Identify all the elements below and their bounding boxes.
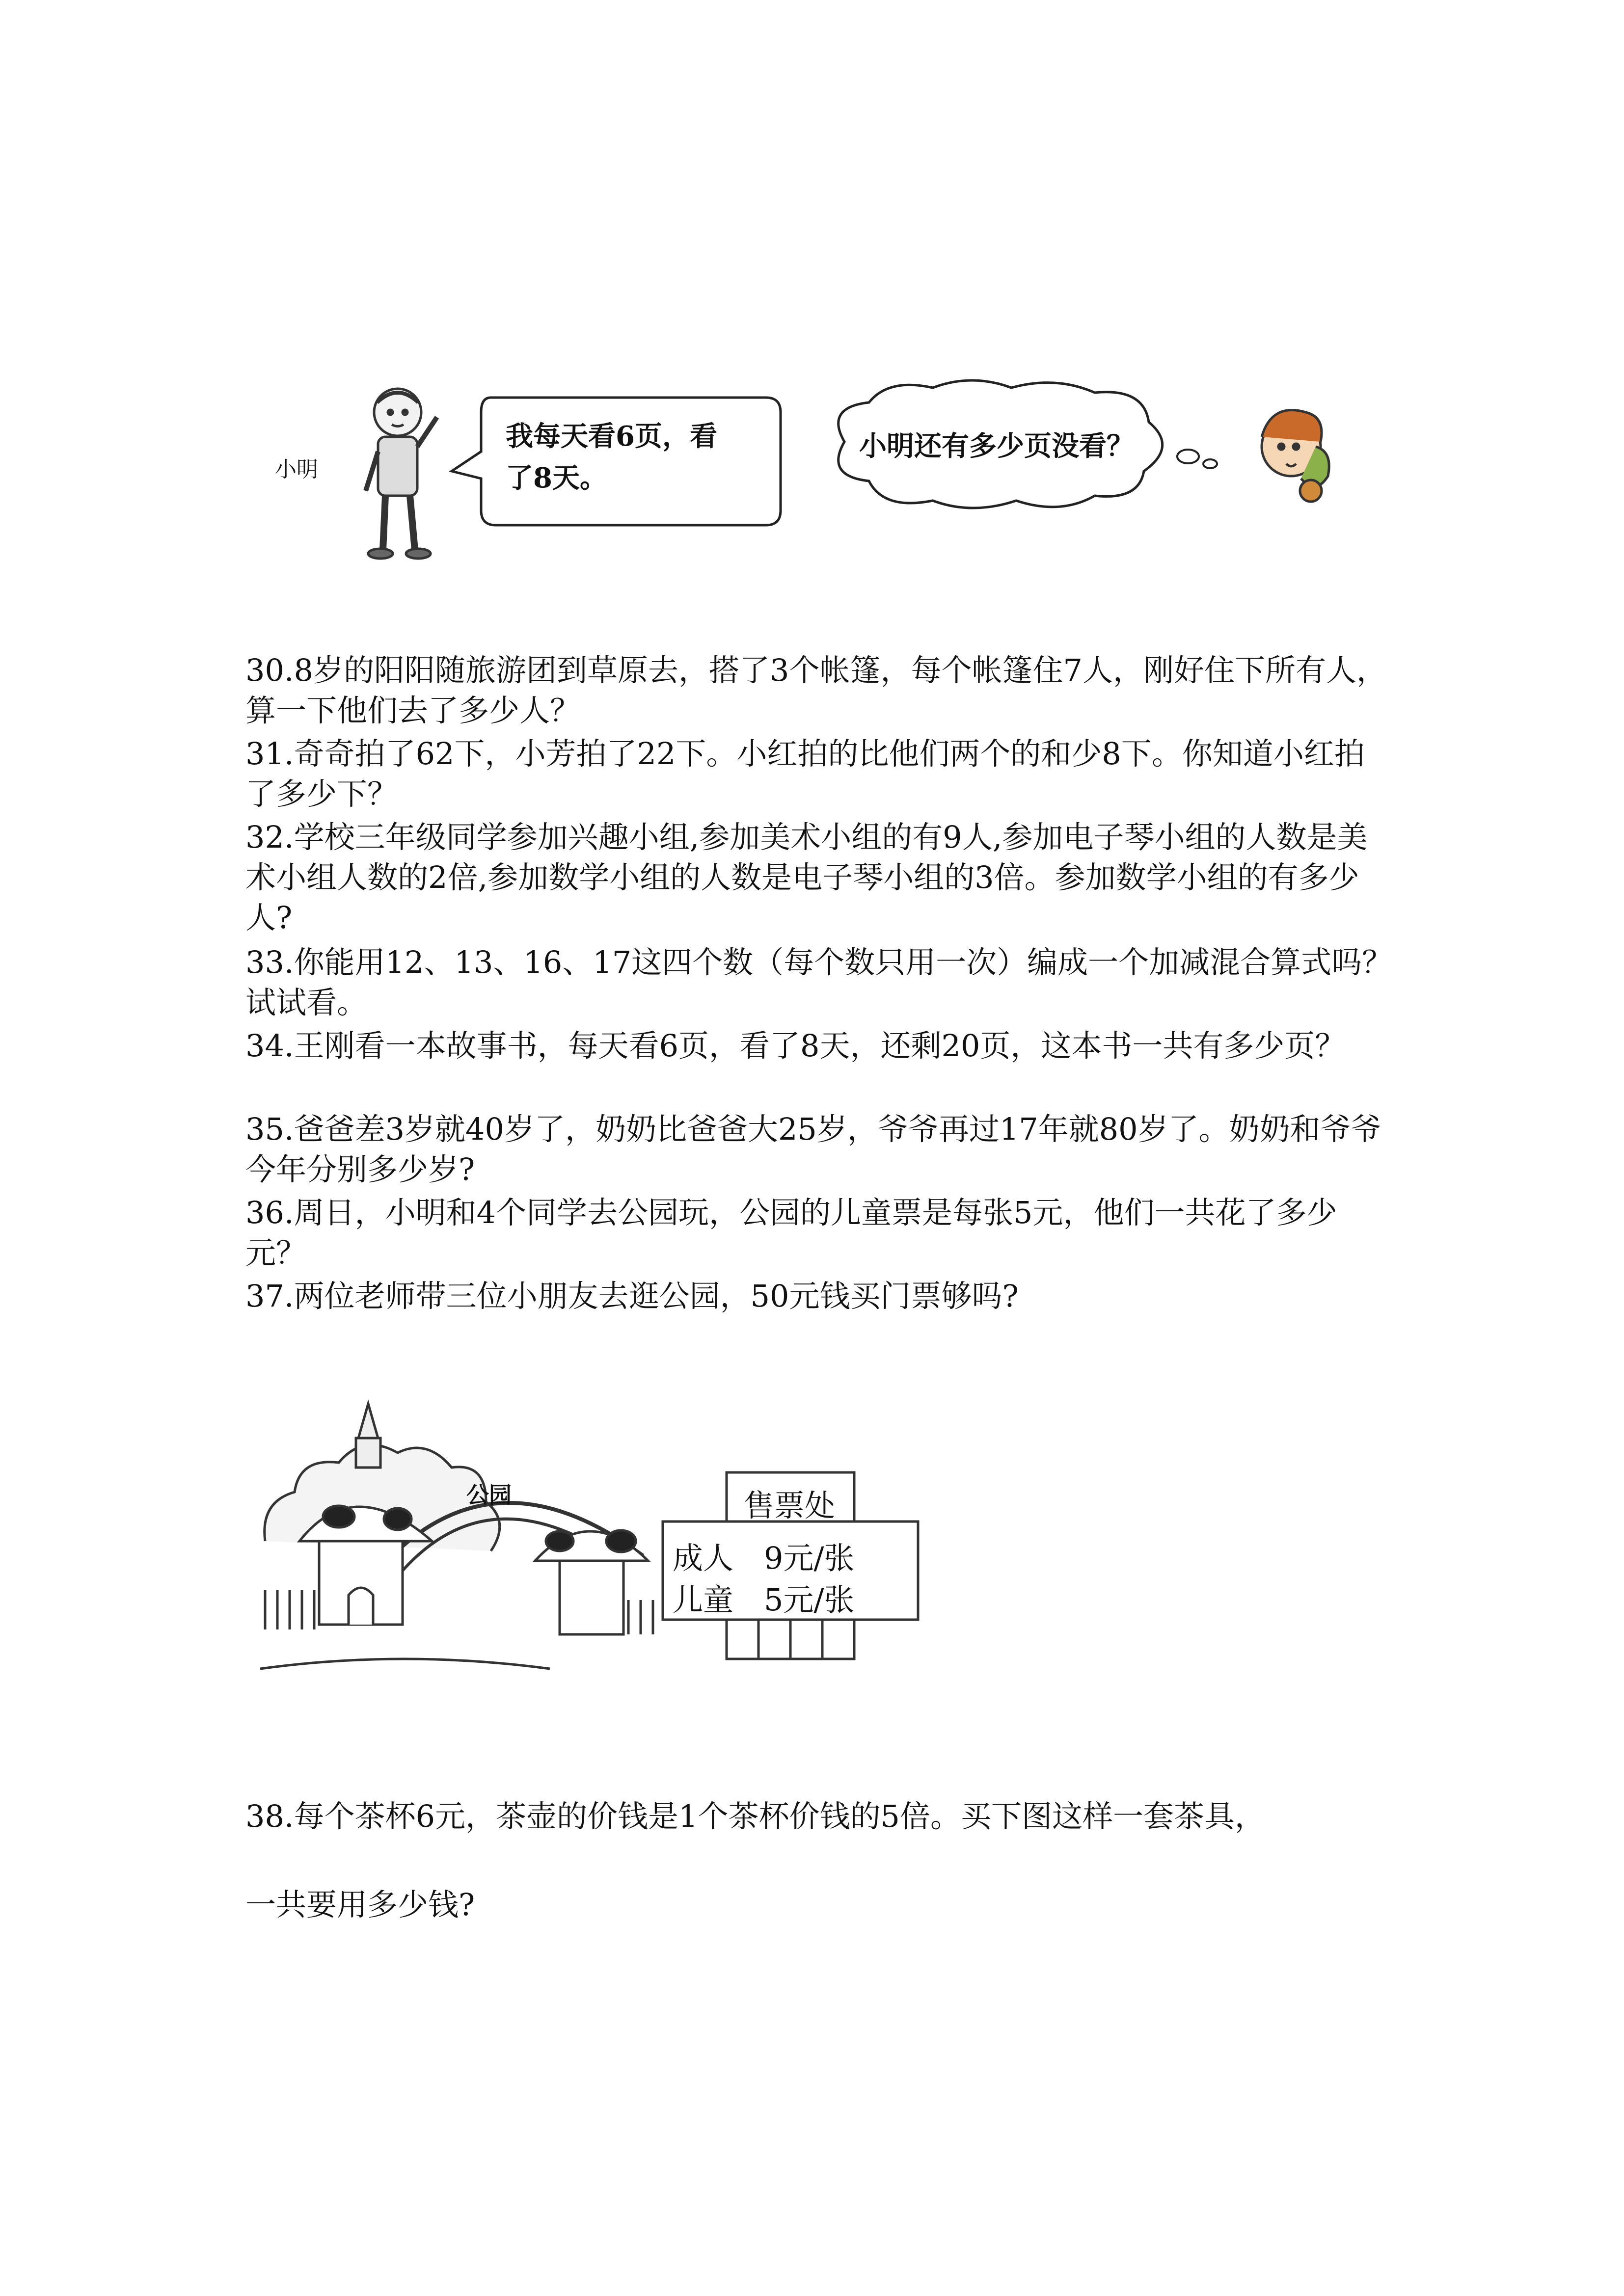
thought-cloud-text: 小明还有多少页没看？: [859, 430, 1134, 462]
ticket-booth-title: 售票处: [744, 1488, 836, 1523]
figure-reading-pages: [265, 373, 1394, 569]
child-ticket-price: 儿童 5元/张: [673, 1582, 855, 1618]
question-35: 35.爸爸差3岁就40岁了，奶奶比爸爸大25岁，爷爷再过17年就80岁了。奶奶和爷爷今年分别多少岁?: [245, 1111, 1381, 1187]
question-36: 36.周日，小明和4个同学去公园玩，公园的儿童票是每张5元，他们一共花了多少元？: [245, 1195, 1337, 1271]
question-38-line1: 38.每个茶杯6元，茶壶的价钱是1个茶杯价钱的5倍。买下图这样一套茶具，: [245, 1798, 1265, 1834]
boy-name-label: 小明: [275, 457, 318, 482]
question-38-line2: 一共要用多少钱?: [245, 1887, 475, 1922]
question-30: 30.8岁的阳阳随旅游团到草原去，搭了3个帐篷，每个帐篷住7人，刚好住下所有人，算一下他们去了多少人？: [245, 652, 1387, 728]
question-32: 32.学校三年级同学参加兴趣小组,参加美术小组的有9人,参加电子琴小组的人数是美术小组人数的2倍,参加数学小组的人数是电子琴小组的3倍。参加数学小组的有多少人?: [245, 819, 1368, 935]
park-gate-sign: 公园: [466, 1482, 512, 1508]
question-31: 31.奇奇拍了62下，小芳拍了22下。小红拍的比他们两个的和少8下。你知道小红拍了多少下？: [245, 736, 1365, 812]
speech-bubble-text-line2: 了8天。: [506, 462, 607, 494]
adult-ticket-price: 成人 9元/张: [673, 1540, 855, 1576]
girl-illustration: [1262, 410, 1329, 502]
question-34: 34.王刚看一本故事书，每天看6页，看了8天，还剩20页，这本书一共有多少页？: [245, 1028, 1346, 1064]
speech-bubble-text-line1: 我每天看6页，看: [506, 420, 717, 453]
speech-bubble: [452, 398, 781, 525]
question-33: 33.你能用12、13、16、17这四个数（每个数只用一次）编成一个加减混合算式吗？试试看。: [245, 944, 1393, 1020]
boy-illustration: [366, 389, 437, 559]
question-37: 37.两位老师带三位小朋友去逛公园，50元钱买门票够吗?: [245, 1278, 1019, 1314]
figure-reading-pages-art: [265, 373, 1394, 569]
figure-park-ticket: [255, 1394, 952, 1718]
